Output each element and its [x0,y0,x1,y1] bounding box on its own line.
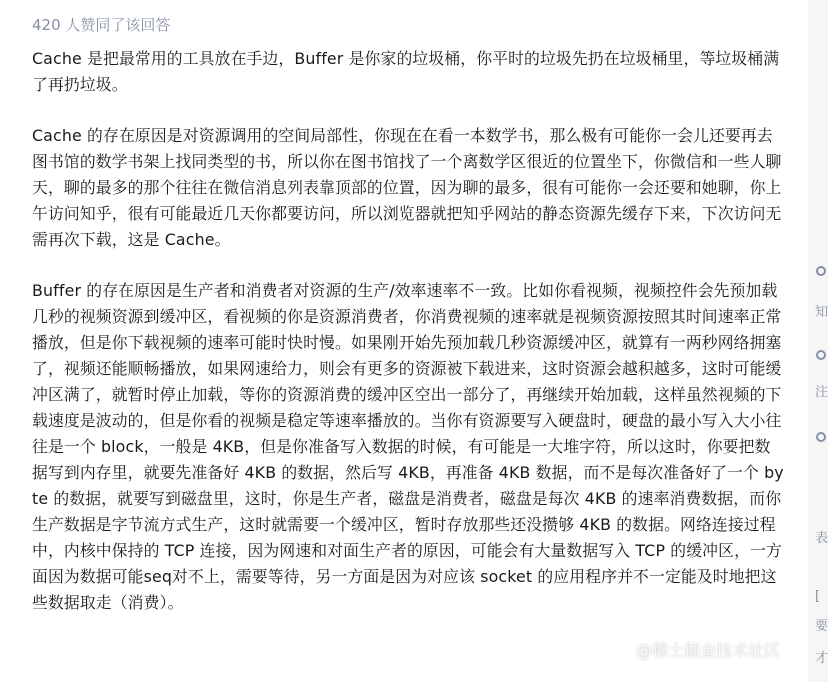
circle-icon [816,266,826,276]
sidebar-fragment: 注 [815,385,828,400]
watermark: @稀土掘金技术社区 [636,641,781,660]
answer-paragraph: Buffer 的存在原因是生产者和消费者对资源的生产/效率速率不一致。比如你看视频，视频控件会先预加载几秒的视频资源到缓冲区，看视频的你是资源消费者，你消费视频的速率就是视频资源按照其时间速率正常播放，但是你下载视频的速率可能时快时慢。如果刚开始先预加载几秒资源缓冲区，就算有一两秒网络拥塞了，视频还能顺畅播放，如果网速给力，则会有更多的资源被下载进来，这时资源会越积越多，这时可能缓冲区满了，就暂时停止加载，等你的资源消费的缓冲区空出一部分了，再继续开始加载，这样虽然视频的下载速度是波动的，但是你看的视频是稳定等速率播放的。当你有资源要写入硬盘时，硬盘的最小写入大小往往是一个 block，一般是 4KB，但是你准备写入数据的时候，有可能是一大堆字符，所以这时，你要把数据写到内存里，就要先准备好 4KB 的数据，然后写 4KB，再准备 4KB 数据，而不是每次准备好了一个 byte 的数据，就要写到磁盘里，这时，你是生产者，磁盘是消费者，磁盘是每次 4KB 的速率消费数据，而你生产数据是字节流方式生产，这时就需要一个缓冲区，暂时存放那些还没攒够 4KB 的数据。网络连接过程中，内核中保持的 TCP 连接，因为网速和对面生产者的原因，可能会有大量数据写入 TCP 的缓冲区，一方面因为数据可能seq对不上，需要等待，另一方面是因为对应该 socket 的应用程序并不一定能及时地把这些数据取走（消费）。 [32,281,784,612]
right-sidebar-edge [808,0,828,682]
circle-icon [816,350,826,360]
sidebar-fragment: 才 [815,651,828,666]
sidebar-fragment: 知 [815,305,828,320]
answer-paragraph: Cache 是把最常用的工具放在手边，Buffer 是你家的垃圾桶，你平时的垃圾先扔在垃圾桶里，等垃圾桶满了再扔垃圾。 [32,49,780,94]
sidebar-fragment: 要 [815,619,828,634]
circle-icon [816,432,826,442]
answer-content [32,46,784,641]
sidebar-fragment: [ [815,589,821,604]
answer-paragraph: Cache 的存在原因是对资源调用的空间局部性，你现在在看一本数学书，那么极有可能你一会儿还要再去图书馆的数学书架上找同类型的书，所以你在图书馆找了一个离数学区很近的位置坐下，你微信和一些人聊天，聊的最多的那个往往在微信消息列表靠顶部的位置，因为聊的最多，很有可能你一会还要和她聊，你上午访问知乎，很有可能最近几天你都要访问，所以浏览器就把知乎网站的静态资源先缓存下来，下次访问无需再次下载，这是 Cache。 [32,126,782,249]
sidebar-fragment: 表 [815,531,828,546]
vote-count[interactable]: 420 人赞同了该回答 [32,16,171,34]
